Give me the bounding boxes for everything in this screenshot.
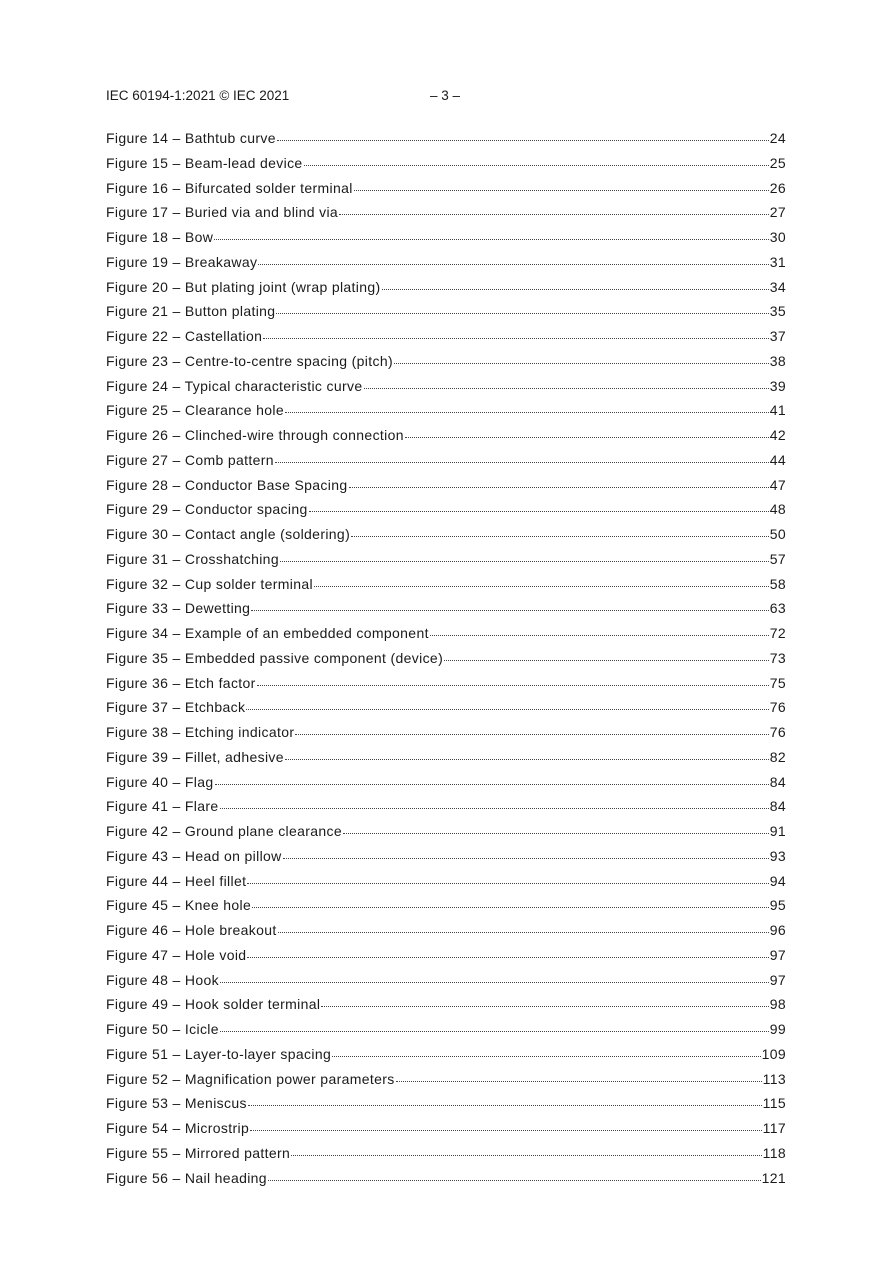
toc-entry[interactable] bbox=[106, 324, 786, 349]
dot-leader bbox=[364, 387, 769, 389]
toc-entry-title: Figure 38 – Etching indicator bbox=[106, 724, 295, 740]
toc-entry[interactable] bbox=[106, 943, 786, 968]
toc-entry[interactable] bbox=[106, 1166, 786, 1191]
toc-entry-title: Figure 25 – Clearance hole bbox=[106, 402, 284, 419]
toc-entry-title: Figure 40 – Flag bbox=[106, 773, 214, 790]
toc-entry-title: Figure 24 – Typical characteristic curve bbox=[106, 377, 363, 394]
toc-entry-title: Figure 27 – Comb pattern bbox=[106, 451, 274, 468]
toc-entry-title: Figure 41 – Flare bbox=[106, 798, 219, 815]
toc-entry[interactable] bbox=[106, 695, 786, 720]
dot-leader bbox=[382, 288, 769, 290]
toc-entry-title: Figure 15 – Beam-lead device bbox=[106, 154, 303, 171]
toc-entry[interactable] bbox=[106, 1067, 786, 1092]
toc-entry[interactable] bbox=[106, 275, 786, 300]
dot-leader bbox=[276, 312, 768, 314]
toc-entry-page: 97 bbox=[769, 971, 786, 988]
toc-entry-title: Figure 51 – Layer-to-layer spacing bbox=[106, 1045, 332, 1062]
page-header bbox=[106, 86, 786, 106]
toc-entry-page: 84 bbox=[769, 773, 786, 790]
toc-entry-title: Figure 21 – Button plating bbox=[106, 303, 276, 320]
toc-entry-title: Figure 34 – Example of an embedded component bbox=[106, 625, 429, 641]
toc-entry-page: 26 bbox=[769, 179, 786, 196]
toc-entry[interactable] bbox=[106, 671, 786, 696]
toc-entry[interactable] bbox=[106, 596, 786, 621]
toc-entry-page: 113 bbox=[762, 1070, 786, 1087]
toc-entry[interactable] bbox=[106, 844, 786, 869]
dot-leader bbox=[220, 1030, 769, 1032]
toc-entry-page: 93 bbox=[769, 847, 786, 864]
dot-leader bbox=[263, 337, 768, 339]
dot-leader bbox=[444, 659, 769, 661]
toc-entry-page: 37 bbox=[769, 328, 786, 344]
dot-leader bbox=[215, 783, 769, 785]
toc-entry-page: 25 bbox=[769, 154, 786, 171]
toc-entry[interactable] bbox=[106, 869, 786, 894]
dot-leader bbox=[291, 1154, 762, 1156]
toc-entry-title: Figure 47 – Hole void bbox=[106, 946, 247, 963]
dot-leader bbox=[247, 882, 768, 884]
toc-entry[interactable] bbox=[106, 349, 786, 374]
toc-entry-page: 96 bbox=[769, 922, 786, 938]
toc-entry-page: 35 bbox=[769, 303, 786, 320]
toc-entry[interactable] bbox=[106, 1116, 786, 1141]
toc-entry-page: 91 bbox=[769, 823, 786, 839]
toc-entry-title: Figure 45 – Knee hole bbox=[106, 897, 252, 914]
dot-leader bbox=[396, 1080, 762, 1082]
dot-leader bbox=[252, 906, 769, 908]
toc-entry-title: Figure 31 – Crosshatching bbox=[106, 550, 279, 567]
toc-entry-title: Figure 17 – Buried via and blind via bbox=[106, 204, 339, 221]
toc-entry[interactable] bbox=[106, 200, 786, 225]
toc-entry-page: 57 bbox=[769, 550, 786, 567]
toc-entry[interactable] bbox=[106, 992, 786, 1017]
toc-entry-title: Figure 36 – Etch factor bbox=[106, 674, 256, 691]
toc-entry-title: Figure 43 – Head on pillow bbox=[106, 847, 282, 864]
toc-entry-title: Figure 19 – Breakaway bbox=[106, 253, 258, 270]
toc-entry-title: Figure 37 – Etchback bbox=[106, 699, 246, 716]
toc-entry-page: 98 bbox=[769, 996, 786, 1013]
toc-entry-title: Figure 18 – Bow bbox=[106, 229, 214, 245]
toc-entry-page: 121 bbox=[761, 1169, 786, 1186]
toc-entry-title: Figure 28 – Conductor Base Spacing bbox=[106, 476, 348, 493]
dot-leader bbox=[321, 1005, 768, 1007]
toc-entry-page: 47 bbox=[769, 476, 786, 493]
toc-entry-title: Figure 46 – Hole breakout bbox=[106, 922, 277, 938]
toc-entry-page: 50 bbox=[769, 526, 786, 542]
dot-leader bbox=[250, 1129, 762, 1131]
toc-entry[interactable] bbox=[106, 176, 786, 201]
dot-leader bbox=[268, 1179, 761, 1181]
toc-entry[interactable] bbox=[106, 893, 786, 918]
toc-entry-page: 94 bbox=[769, 872, 786, 889]
dot-leader bbox=[285, 758, 769, 760]
toc-entry-title: Figure 20 – But plating joint (wrap plating) bbox=[106, 278, 381, 295]
toc-entry[interactable] bbox=[106, 225, 786, 250]
toc-entry-page: 76 bbox=[769, 699, 786, 716]
dot-leader bbox=[349, 486, 769, 488]
toc-entry-title: Figure 53 – Meniscus bbox=[106, 1095, 247, 1112]
toc-entry-page: 76 bbox=[769, 724, 786, 740]
toc-entry[interactable] bbox=[106, 1017, 786, 1042]
toc-entry-title: Figure 48 – Hook bbox=[106, 971, 219, 988]
dot-leader bbox=[278, 931, 769, 933]
toc-entry-page: 48 bbox=[769, 501, 786, 518]
dot-leader bbox=[214, 238, 769, 240]
toc-entry-page: 95 bbox=[769, 897, 786, 914]
dot-leader bbox=[277, 139, 769, 141]
toc-entry-title: Figure 44 – Heel fillet bbox=[106, 872, 247, 889]
toc-entry-title: Figure 33 – Dewetting bbox=[106, 600, 251, 617]
toc-entry-page: 99 bbox=[769, 1021, 786, 1037]
toc-entry-title: Figure 30 – Contact angle (soldering) bbox=[106, 526, 351, 542]
toc-entry-title: Figure 55 – Mirrored pattern bbox=[106, 1144, 291, 1161]
toc-entry[interactable] bbox=[106, 126, 786, 151]
dot-leader bbox=[332, 1055, 760, 1057]
toc-entry-page: 58 bbox=[769, 575, 786, 592]
toc-entry-page: 30 bbox=[769, 229, 786, 245]
toc-entry[interactable] bbox=[106, 918, 786, 943]
toc-entry[interactable] bbox=[106, 745, 786, 770]
dot-leader bbox=[280, 560, 769, 562]
toc-entry[interactable] bbox=[106, 299, 786, 324]
toc-entry[interactable] bbox=[106, 423, 786, 448]
toc-entry-page: 24 bbox=[769, 130, 786, 146]
toc-entry[interactable] bbox=[106, 572, 786, 597]
dot-leader bbox=[248, 1104, 762, 1106]
toc-entry-page: 38 bbox=[769, 352, 786, 369]
toc-entry-page: 27 bbox=[769, 204, 786, 221]
toc-entry[interactable] bbox=[106, 1042, 786, 1067]
toc-entry[interactable] bbox=[106, 819, 786, 844]
toc-entry-title: Figure 14 – Bathtub curve bbox=[106, 130, 276, 146]
toc-entry[interactable] bbox=[106, 497, 786, 522]
toc-entry-page: 82 bbox=[769, 748, 786, 765]
toc-entry[interactable] bbox=[106, 720, 786, 745]
toc-entry-title: Figure 16 – Bifurcated solder terminal bbox=[106, 179, 353, 196]
dot-leader bbox=[258, 263, 768, 265]
toc-entry-page: 73 bbox=[769, 649, 786, 666]
dot-leader bbox=[304, 164, 769, 166]
dot-leader bbox=[394, 362, 769, 364]
toc-entry[interactable] bbox=[106, 522, 786, 547]
toc-entry-page: 109 bbox=[761, 1045, 786, 1062]
dot-leader bbox=[405, 436, 769, 438]
dot-leader bbox=[343, 832, 769, 834]
toc-entry-title: Figure 52 – Magnification power parameters bbox=[106, 1070, 395, 1087]
dot-leader bbox=[247, 956, 768, 958]
toc-entry-page: 31 bbox=[769, 253, 786, 270]
toc-entry-title: Figure 26 – Clinched-wire through connection bbox=[106, 427, 404, 443]
toc-entry-title: Figure 49 – Hook solder terminal bbox=[106, 996, 321, 1013]
dot-leader bbox=[220, 807, 769, 809]
toc-entry[interactable] bbox=[106, 448, 786, 473]
toc-entry-page: 118 bbox=[762, 1144, 786, 1161]
toc-entry[interactable] bbox=[106, 646, 786, 671]
toc-entry-page: 41 bbox=[769, 402, 786, 419]
toc-entry[interactable] bbox=[106, 250, 786, 275]
dot-leader bbox=[354, 189, 769, 191]
toc-entry[interactable] bbox=[106, 547, 786, 572]
toc-entry-page: 97 bbox=[769, 946, 786, 963]
dot-leader bbox=[314, 585, 769, 587]
toc-entry-page: 84 bbox=[769, 798, 786, 815]
dot-leader bbox=[275, 461, 769, 463]
dot-leader bbox=[283, 857, 769, 859]
document-identifier: IEC 60194-1:2021 © IEC 2021 bbox=[106, 88, 290, 103]
dot-leader bbox=[339, 213, 769, 215]
toc-entry-page: 42 bbox=[769, 427, 786, 443]
dot-leader bbox=[309, 510, 769, 512]
toc-entry-title: Figure 22 – Castellation bbox=[106, 328, 263, 344]
toc-entry-title: Figure 56 – Nail heading bbox=[106, 1169, 267, 1186]
toc-entry-page: 72 bbox=[769, 625, 786, 641]
toc-entry-page: 63 bbox=[769, 600, 786, 617]
toc-entry-title: Figure 39 – Fillet, adhesive bbox=[106, 748, 284, 765]
toc-entry[interactable] bbox=[106, 1141, 786, 1166]
toc-entry-title: Figure 32 – Cup solder terminal bbox=[106, 575, 313, 592]
dot-leader bbox=[246, 708, 768, 710]
toc-entry[interactable] bbox=[106, 968, 786, 993]
dot-leader bbox=[257, 684, 769, 686]
page-number: – 3 – bbox=[430, 88, 461, 103]
toc-entry-page: 39 bbox=[769, 377, 786, 394]
toc-entry[interactable] bbox=[106, 398, 786, 423]
toc-entry-title: Figure 29 – Conductor spacing bbox=[106, 501, 308, 518]
toc-entry-title: Figure 23 – Centre-to-centre spacing (pitch) bbox=[106, 352, 393, 369]
dot-leader bbox=[285, 411, 769, 413]
toc-entry-page: 44 bbox=[769, 451, 786, 468]
dot-leader bbox=[430, 634, 769, 636]
toc-entry-title: Figure 35 – Embedded passive component (device) bbox=[106, 649, 444, 666]
toc-entry[interactable] bbox=[106, 151, 786, 176]
toc-entry-title: Figure 50 – Icicle bbox=[106, 1021, 219, 1037]
dot-leader bbox=[351, 535, 769, 537]
toc-entry[interactable] bbox=[106, 770, 786, 795]
toc-entry[interactable] bbox=[106, 621, 786, 646]
toc-entry[interactable] bbox=[106, 473, 786, 498]
toc-entry-page: 34 bbox=[769, 278, 786, 295]
dot-leader bbox=[251, 609, 768, 611]
list-of-figures bbox=[106, 126, 786, 1190]
toc-entry-title: Figure 42 – Ground plane clearance bbox=[106, 823, 343, 839]
dot-leader bbox=[295, 733, 768, 735]
toc-entry-title: Figure 54 – Microstrip bbox=[106, 1120, 250, 1136]
toc-entry-page: 75 bbox=[769, 674, 786, 691]
toc-entry[interactable] bbox=[106, 1091, 786, 1116]
toc-entry[interactable] bbox=[106, 794, 786, 819]
dot-leader bbox=[220, 981, 769, 983]
toc-entry[interactable] bbox=[106, 374, 786, 399]
toc-entry-page: 117 bbox=[762, 1120, 786, 1136]
toc-entry-page: 115 bbox=[762, 1095, 786, 1112]
